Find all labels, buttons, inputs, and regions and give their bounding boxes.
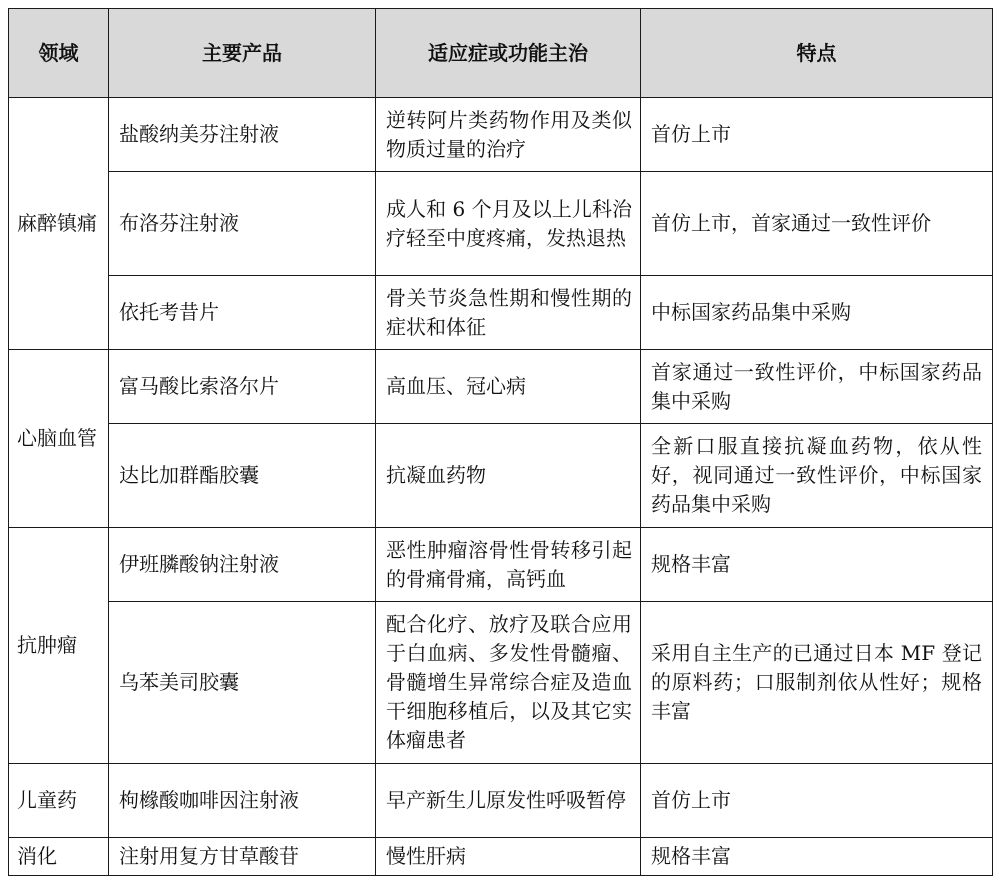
table-row — [9, 350, 993, 424]
product-cell: 富马酸比索洛尔片 — [109, 350, 376, 424]
indication-cell: 逆转阿片类药物作用及类似物质过量的治疗 — [376, 98, 641, 172]
table-row — [9, 424, 993, 528]
feature-cell: 规格丰富 — [641, 838, 993, 876]
header-row — [9, 9, 993, 98]
table-row — [9, 98, 993, 172]
product-cell: 达比加群酯胶囊 — [109, 424, 376, 528]
product-cell: 注射用复方甘草酸苷 — [109, 838, 376, 876]
feature-cell: 中标国家药品集中采购 — [641, 276, 993, 350]
table-row — [9, 276, 993, 350]
indication-cell: 抗凝血药物 — [376, 424, 641, 528]
product-cell: 盐酸纳美芬注射液 — [109, 98, 376, 172]
feature-cell: 首仿上市 — [641, 764, 993, 838]
domain-cell: 心脑血管 — [9, 350, 109, 528]
feature-cell: 首仿上市，首家通过一致性评价 — [641, 172, 993, 276]
product-cell: 依托考昔片 — [109, 276, 376, 350]
table-row — [9, 172, 993, 276]
product-cell: 伊班膦酸钠注射液 — [109, 528, 376, 602]
product-cell: 枸橼酸咖啡因注射液 — [109, 764, 376, 838]
indication-cell: 慢性肝病 — [376, 838, 641, 876]
header-domain: 领域 — [9, 9, 109, 98]
domain-cell: 麻醉镇痛 — [9, 98, 109, 350]
domain-cell: 消化 — [9, 838, 109, 876]
indication-cell: 恶性肿瘤溶骨性骨转移引起的骨痛骨痛，高钙血 — [376, 528, 641, 602]
domain-cell: 抗肿瘤 — [9, 528, 109, 764]
domain-cell: 儿童药 — [9, 764, 109, 838]
product-cell: 布洛芬注射液 — [109, 172, 376, 276]
indication-cell: 骨关节炎急性期和慢性期的症状和体征 — [376, 276, 641, 350]
feature-cell: 首仿上市 — [641, 98, 993, 172]
indication-cell: 高血压、冠心病 — [376, 350, 641, 424]
header-product: 主要产品 — [109, 9, 376, 98]
feature-cell: 首家通过一致性评价，中标国家药品集中采购 — [641, 350, 993, 424]
product-cell: 乌苯美司胶囊 — [109, 602, 376, 764]
indication-cell: 成人和 6 个月及以上儿科治疗轻至中度疼痛，发热退热 — [376, 172, 641, 276]
table-row — [9, 528, 993, 602]
table-row — [9, 602, 993, 764]
indication-cell: 配合化疗、放疗及联合应用于白血病、多发性骨髓瘤、骨髓增生异常综合症及造血干细胞移植后，以及其它实体瘤患者 — [376, 602, 641, 764]
feature-cell: 全新口服直接抗凝血药物，依从性好，视同通过一致性评价，中标国家药品集中采购 — [641, 424, 993, 528]
indication-cell: 早产新生儿原发性呼吸暂停 — [376, 764, 641, 838]
product-table — [8, 8, 993, 876]
feature-cell: 规格丰富 — [641, 528, 993, 602]
table-row — [9, 764, 993, 838]
header-indication: 适应症或功能主治 — [376, 9, 641, 98]
feature-cell: 采用自主生产的已通过日本 MF 登记的原料药；口服制剂依从性好；规格丰富 — [641, 602, 993, 764]
table-row — [9, 838, 993, 876]
header-feature: 特点 — [641, 9, 993, 98]
